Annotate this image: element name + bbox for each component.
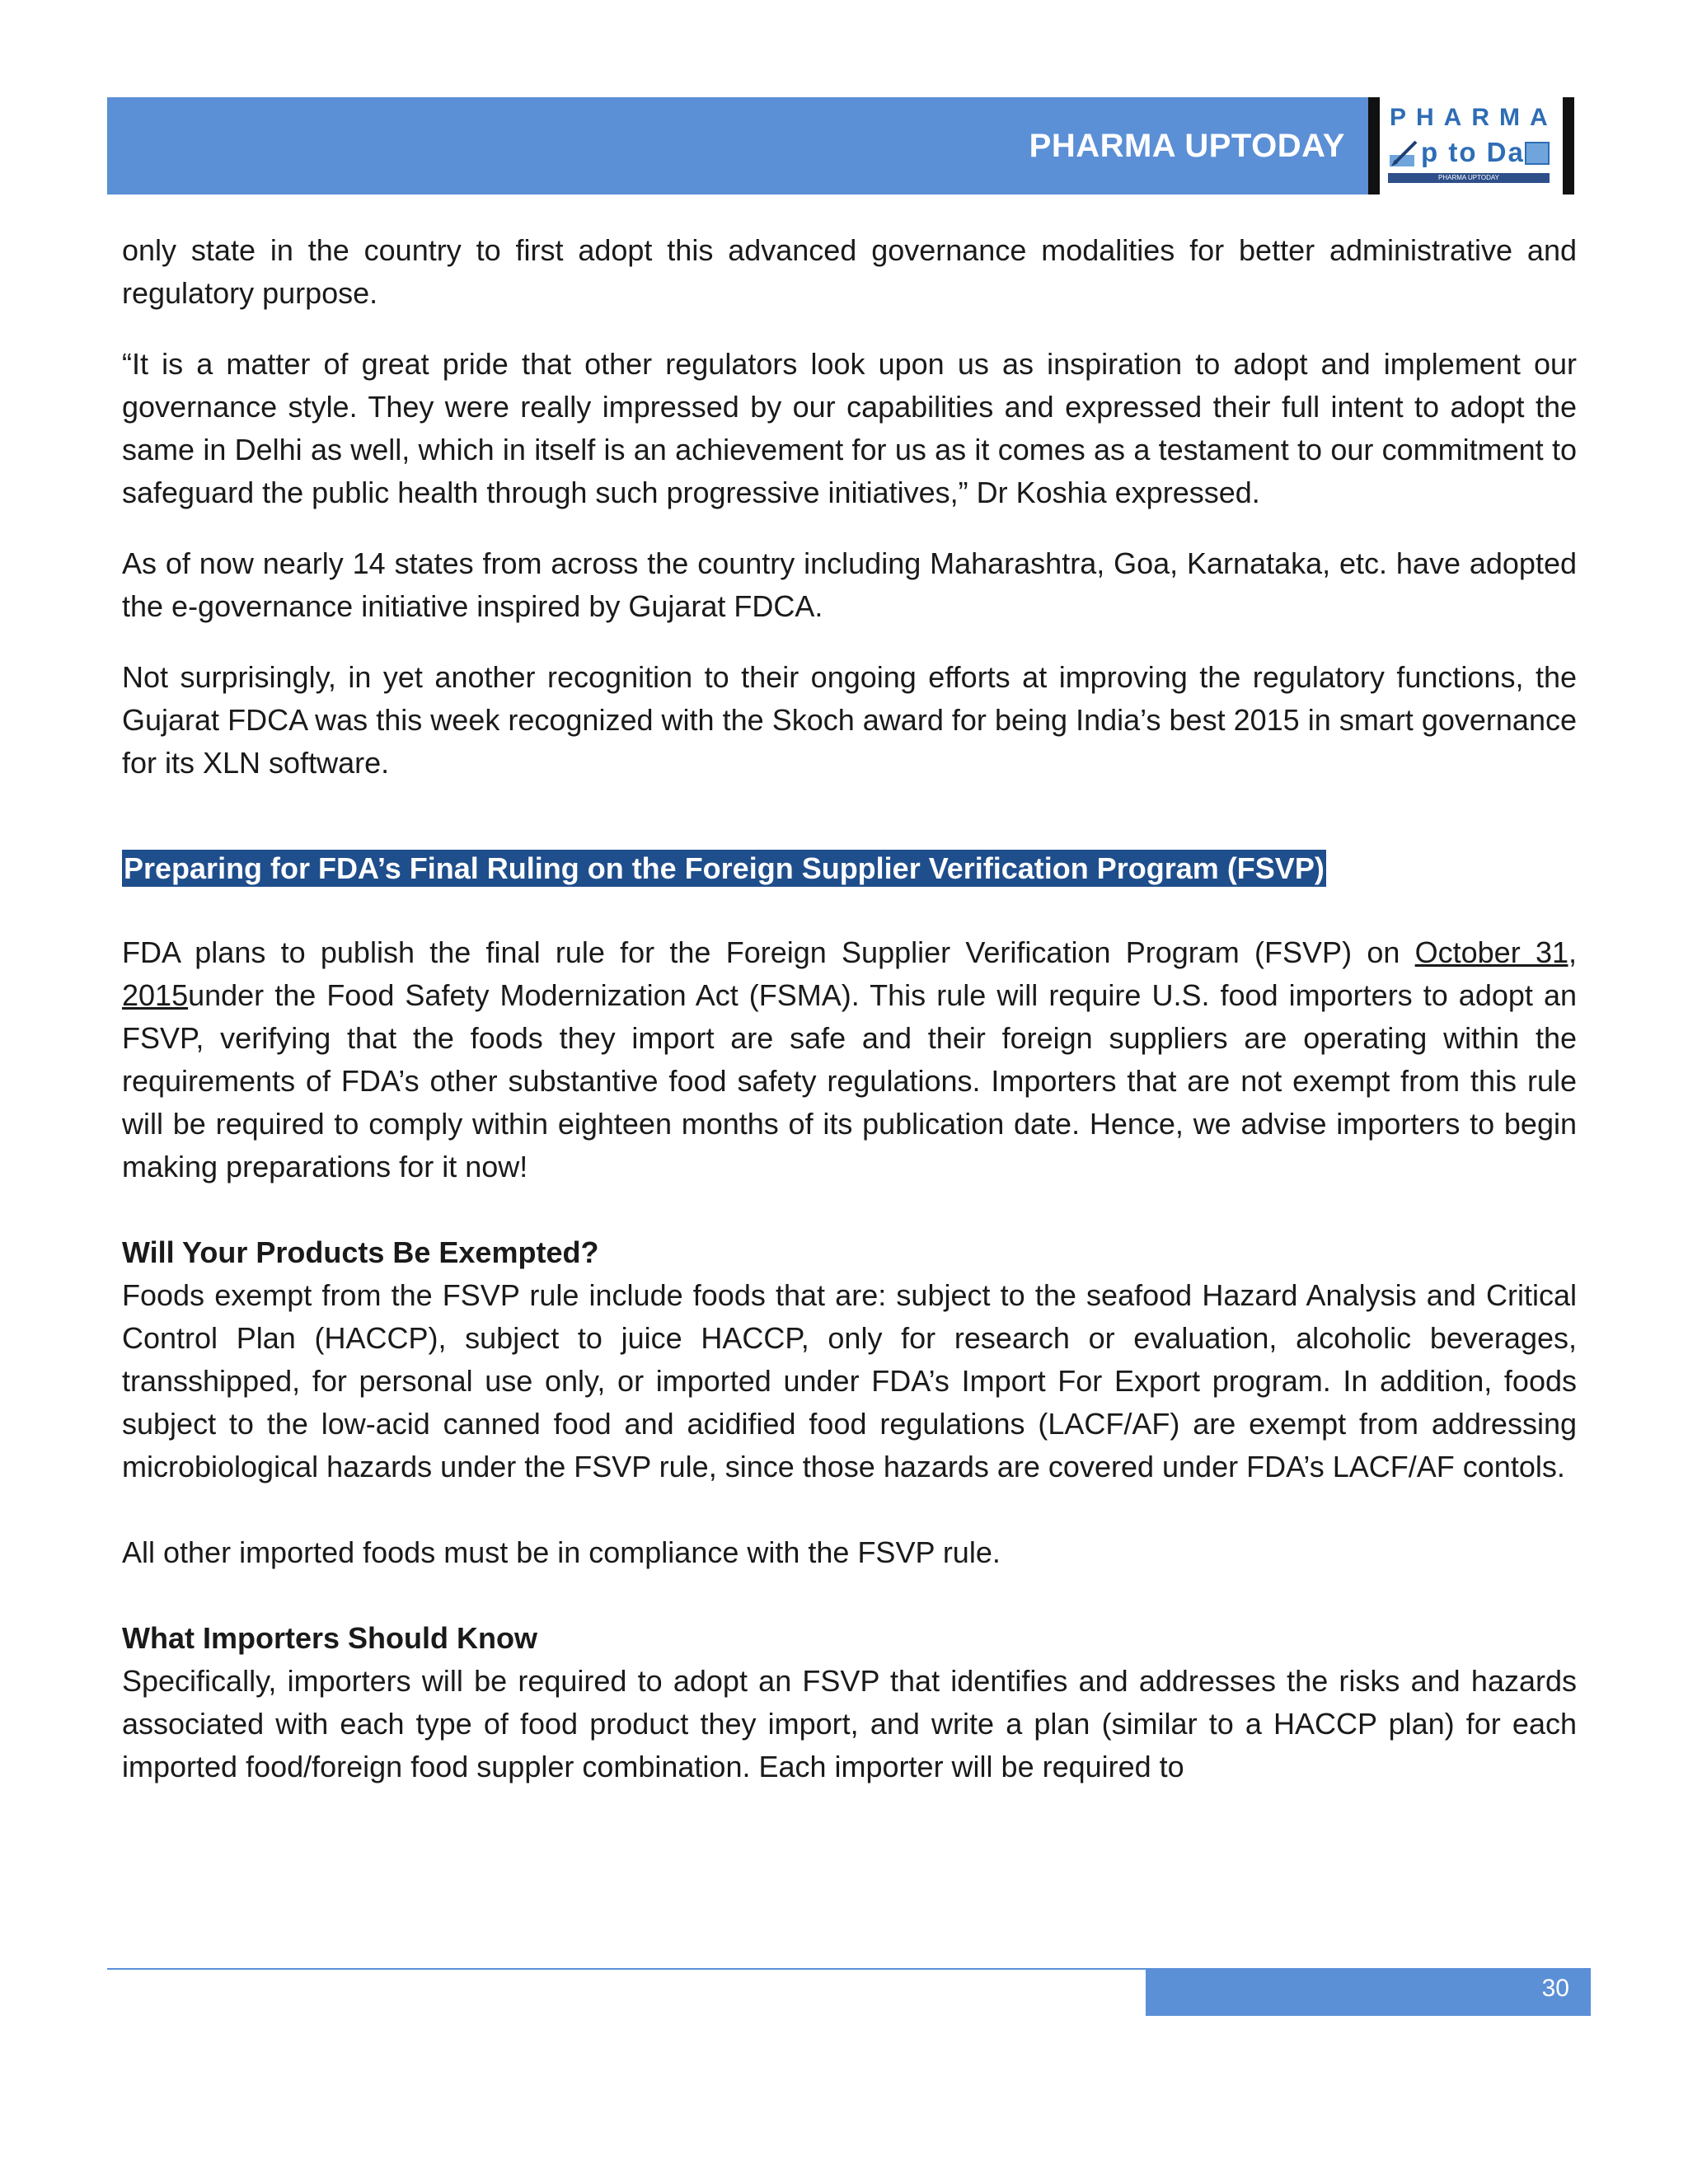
header-title: PHARMA UPTODAY xyxy=(1029,128,1345,164)
compliance-paragraph: All other imported foods must be in compliance with the FSVP rule. xyxy=(122,1535,1001,1569)
paragraph: As of now nearly 14 states from across the country including Maharashtra, Goa, Karnataka, etc. have adopted the e-governance initiative inspired by Gujarat FDCA. xyxy=(122,546,1577,623)
paragraph: “It is a matter of great pride that other regulators look upon us as inspiration to adopt and implement our governance style. They were really impressed by our capabilities and expressed their full intent to adopt the same in Delhi as well, which in itself is an achievement for us as it comes as a testament to our commitment to safeguard the public health through such progressive initiatives,” Dr Koshia expressed. xyxy=(122,347,1577,509)
logo-top-text: PHARMA xyxy=(1390,104,1558,131)
fsvp-intro-paragraph xyxy=(122,931,1577,1188)
paragraph: Not surprisingly, in yet another recognition to their ongoing efforts at improving the regulatory functions, the Gujarat FDCA was this week recognized with the Skoch award for being India’s best 2015 in smart governance for its XLN software. xyxy=(122,660,1577,780)
article-body xyxy=(122,229,1577,1788)
logo-sub-text: PHARMA UPTODAY xyxy=(1388,173,1550,183)
intro-text-after: under the Food Safety Modernization Act (FSMA). This rule will require U.S. food importers to adopt an FSVP, verifying that the foods they import are safe and their foreign suppliers are operating within the requirements of FDA’s other substantive food safety regulations. Importers that are not exempt from this rule will be required to comply within eighteen months of its publication date. Hence, we advise importers to begin making preparations for it now! xyxy=(122,978,1577,1183)
logo-middle-text: p to Da xyxy=(1421,137,1525,167)
page-number: 30 xyxy=(1541,1975,1569,2002)
header-bar xyxy=(107,97,1368,194)
section-heading-text: Preparing for FDA’s Final Ruling on the Foreign Supplier Verification Program (FSVP) xyxy=(124,851,1325,885)
importers-paragraph: Specifically, importers will be required to adopt an FSVP that identifies and addresses the risks and hazards associated with each type of food product they import, and write a plan (similar to a HACCP plan) for each imported food/foreign food suppler combination. Each importer will be required to xyxy=(122,1664,1577,1783)
pharma-uptoday-logo xyxy=(1368,97,1574,194)
footer-page-box xyxy=(1146,1968,1591,2016)
exemption-paragraph: Foods exempt from the FSVP rule include foods that are: subject to the seafood Hazard Analysis and Critical Control Plan (HACCP), subject to juice HACCP, only for research or evaluation, alcoholic beverages, transshipped, for personal use only, or imported under FDA’s Import For Export program. In addition, foods subject to the low-acid canned food and acidified food regulations (LACF/AF) are exempt from addressing microbiological hazards under the FSVP rule, since those hazards are covered under FDA’s LACF/AF contols. xyxy=(122,1278,1577,1483)
intro-text-before: FDA plans to publish the final rule for the Foreign Supplier Verification Program (FSVP) on xyxy=(122,935,1415,969)
calendar-icon xyxy=(1525,142,1550,165)
date-link[interactable]: October 31, 2015 xyxy=(122,935,1577,1012)
subheading-exempted: Will Your Products Be Exempted? xyxy=(122,1235,599,1269)
footer-rule xyxy=(107,1968,1146,1970)
paragraph: only state in the country to first adopt this advanced governance modalities for better administrative and regulatory purpose. xyxy=(122,233,1577,310)
section-heading xyxy=(122,847,1577,890)
subheading-importers: What Importers Should Know xyxy=(122,1621,537,1655)
logo-middle xyxy=(1388,137,1550,170)
pen-icon xyxy=(1388,138,1421,168)
